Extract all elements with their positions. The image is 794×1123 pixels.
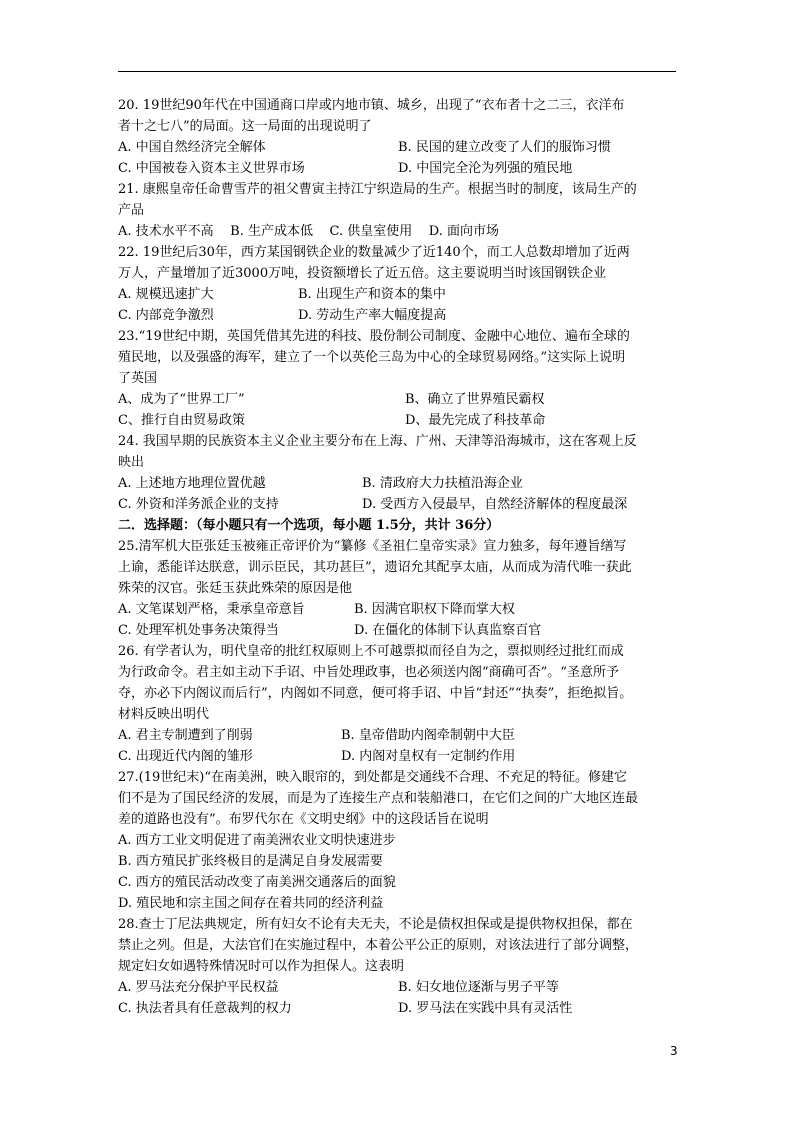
answer-row — [118, 305, 678, 326]
answer-row — [118, 599, 678, 620]
header-rule — [118, 71, 676, 72]
answer-row — [118, 725, 678, 746]
question-stem-line: 夺，亦必下内阁议而后行”，内阁如不同意，便可将手诏、中旨“封还”“执奏”，拒绝拟旨。 — [118, 686, 633, 701]
answer-option: D. 罗马法在实践中具有灵活性 — [398, 1001, 573, 1016]
question — [118, 95, 678, 179]
question-stem-line: 24. 我国早期的民族资本主义企业主要分布在上海、广州、天津等沿海城市，这在客观上反 — [118, 434, 637, 449]
answer-option: D. 内阁对皇权有一定制约作用 — [341, 749, 516, 764]
question-stem-line: 差的道路也没有”。布罗代尔在《文明史纲》中的这段话旨在说明 — [118, 812, 489, 827]
answer-row — [118, 158, 678, 179]
answer-option: A. 上述地方地理位置优越 — [118, 476, 266, 491]
answer-option: A. 罗马法充分保护平民权益 — [118, 980, 279, 995]
page-content — [118, 95, 678, 1019]
page-number: 3 — [670, 1044, 678, 1058]
question-stem-line: 殊荣的汉官。张廷玉获此殊荣的原因是他 — [118, 581, 353, 596]
answer-row — [118, 977, 678, 998]
answer-options: A. 技术水平不高 B. 生产成本低 C. 供皇室使用 D. 面向市场 — [118, 224, 500, 239]
question — [118, 242, 678, 326]
answer-row — [118, 998, 678, 1019]
question-stem-line: 者十之七八”的局面。这一局面的出现说明了 — [118, 119, 372, 134]
answer-option: D. 劳动生产率大幅度提高 — [298, 308, 447, 323]
answer-option: A. 西方工业文明促进了南美洲农业文明快速进步 — [118, 833, 396, 848]
answer-option: B. 清政府大力扶植沿海企业 — [362, 476, 523, 491]
question-stem-line: 禁止之列。但是，大法官们在实施过程中，本着公平公正的原则，对该法进行了部分调整， — [118, 938, 639, 953]
question-stem-line: 26. 有学者认为，明代皇帝的批红权原则上不可越票拟而径自为之，票拟则经过批红而成 — [118, 644, 624, 659]
answer-option: B. 因满官职权下降而掌大权 — [354, 602, 515, 617]
section-heading: 二．选择题：（每小题只有一个选项，每小题 1.5分，共计 36分） — [118, 518, 500, 533]
question-stem-line: 28.查士丁尼法典规定，所有妇女不论有夫无夫，不论是债权担保或是提供物权担保，都在 — [118, 917, 633, 932]
answer-option: C. 执法者具有任意裁判的权力 — [118, 1001, 292, 1016]
answer-option: C. 外资和洋务派企业的支持 — [118, 497, 279, 512]
question-stem-line: 了英国 — [118, 371, 158, 386]
question-stem-line: 21. 康熙皇帝任命曹雪芹的祖父曹寅主持江宁织造局的生产。根据当时的制度，该局生产的 — [118, 182, 637, 197]
question-stem-line: 27.(19世纪末)“在南美洲，映入眼帘的，到处都是交通线不合理、不充足的特征。修建它 — [118, 770, 628, 785]
answer-row — [118, 410, 678, 431]
question-stem-line: 映出 — [118, 455, 145, 470]
question-stem-line: 规定妇女如遇特殊情况时可以作为担保人。这表明 — [118, 959, 405, 974]
answer-option: A. 规模迅速扩大 — [118, 287, 214, 302]
answer-option: D、最先完成了科技革命 — [405, 413, 546, 428]
question — [118, 431, 678, 515]
answer-option: A、成为了“世界工厂” — [118, 392, 245, 407]
answer-option: C. 西方的殖民活动改变了南美洲交通落后的面貌 — [118, 875, 396, 890]
question-stem-line: 20. 19世纪90年代在中国通商口岸或内地市镇、城乡，出现了“衣布者十之二三，衣洋布 — [118, 98, 625, 113]
answer-option: D. 受西方入侵最早，自然经济解体的程度最深 — [362, 497, 628, 512]
question-block-2 — [118, 536, 678, 1019]
answer-option: B. 西方殖民扩张终极目的是满足自身发展需要 — [118, 854, 383, 869]
question-block-1 — [118, 95, 678, 515]
question — [118, 179, 678, 242]
answer-option: D. 在僵化的体制下认真监察百官 — [354, 623, 542, 638]
answer-option: B、确立了世界殖民霸权 — [405, 392, 545, 407]
question-stem-line: 上谕，悉能详达朕意，训示臣民，其功甚巨”，遗诏允其配享太庙，从而成为清代唯一获此 — [118, 560, 632, 575]
answer-option: B. 民国的建立改变了人们的服饰习惯 — [398, 140, 611, 155]
answer-row — [118, 284, 678, 305]
answer-option: C. 出现近代内阁的雏形 — [118, 749, 253, 764]
question-stem-line: 们不是为了国民经济的发展，而是为了连接生产点和装船港口，在它们之间的广大地区连最 — [118, 791, 639, 806]
answer-option: C. 中国被卷入资本主义世界市场 — [118, 161, 305, 176]
answer-option: B. 皇帝借助内阁牵制朝中大臣 — [341, 728, 515, 743]
answer-option: C、推行自由贸易政策 — [118, 413, 245, 428]
question-stem-line: 殖民地，以及强盛的海军，建立了一个以英伦三岛为中心的全球贸易网络。”这实际上说明 — [118, 350, 626, 365]
answer-row — [118, 473, 678, 494]
answer-option: A. 君主专制遭到了削弱 — [118, 728, 253, 743]
answer-option: D. 中国完全沦为列强的殖民地 — [398, 161, 573, 176]
question-stem-line: 25.清军机大臣张廷玉被雍正帝评价为“纂修《圣祖仁皇帝实录》宣力独多，每年遵旨缮写 — [118, 539, 627, 554]
question — [118, 767, 678, 914]
question-stem-line: 22. 19世纪后30年，西方某国钢铁企业的数量减少了近140个，而工人总数却增加了近两 — [118, 245, 630, 260]
question-stem-line: 万人，产量增加了近3000万吨，投资额增长了近五倍。这主要说明当时该国钢铁企业 — [118, 266, 607, 281]
question — [118, 641, 678, 767]
answer-option: B. 出现生产和资本的集中 — [298, 287, 446, 302]
answer-row — [118, 137, 678, 158]
answer-row — [118, 746, 678, 767]
question — [118, 326, 678, 431]
question-stem-line: 材料反映出明代 — [118, 707, 210, 722]
answer-option: A. 中国自然经济完全解体 — [118, 140, 266, 155]
question-stem-line: 产品 — [118, 203, 145, 218]
question — [118, 536, 678, 641]
answer-option: C. 内部竞争激烈 — [118, 308, 214, 323]
answer-option: C. 处理军机处事务决策得当 — [118, 623, 279, 638]
answer-row — [118, 389, 678, 410]
answer-option: A. 文笔谋划严格，秉承皇帝意旨 — [118, 602, 305, 617]
question-stem-line: 23.“19世纪中期，英国凭借其先进的科技、股份制公司制度、金融中心地位、遍布全球的 — [118, 329, 630, 344]
answer-row — [118, 620, 678, 641]
answer-row — [118, 494, 678, 515]
question-stem-line: 为行政命令。君主如主动下手诏、中旨处理政事，也必须送内阁“商确可否”。“圣意所予 — [118, 665, 619, 680]
question — [118, 914, 678, 1019]
answer-option: D. 殖民地和宗主国之间存在着共同的经济利益 — [118, 896, 384, 911]
answer-option: B. 妇女地位逐渐与男子平等 — [398, 980, 559, 995]
